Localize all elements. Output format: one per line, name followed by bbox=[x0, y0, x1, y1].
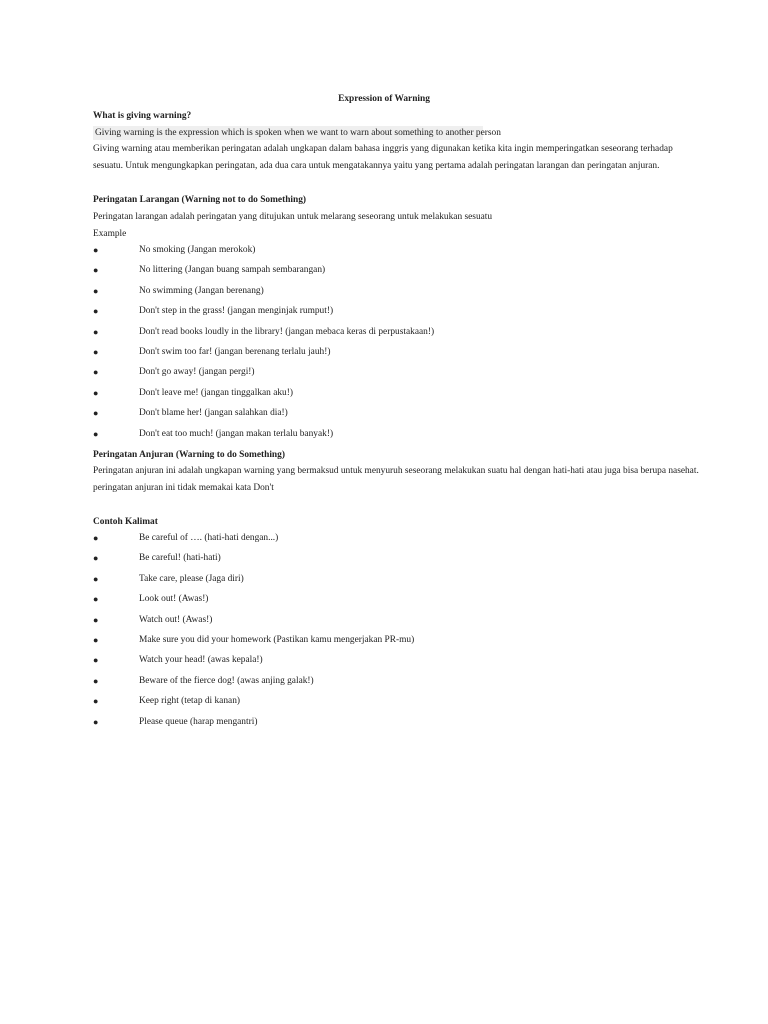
bullet-icon: ● bbox=[93, 428, 99, 439]
list-item-text: Don't leave me! (jangan tinggalkan aku!) bbox=[139, 387, 293, 398]
section-anjuran-heading: Peringatan Anjuran (Warning to do Something) bbox=[93, 450, 285, 460]
list-item-text: Take care, please (Jaga diri) bbox=[139, 573, 244, 584]
example-label: Example bbox=[93, 229, 127, 239]
bullet-icon: ● bbox=[93, 635, 99, 645]
list-item-text: Watch out! (Awas!) bbox=[139, 614, 213, 625]
list-item-text: Be careful of …. (hati-hati dengan...) bbox=[139, 533, 279, 543]
list-item-text: Beware of the fierce dog! (awas anjing galak!) bbox=[139, 675, 314, 686]
bullet-icon: ● bbox=[93, 594, 99, 605]
list-item-text: Please queue (harap mengantri) bbox=[139, 716, 258, 727]
list-item-text: Don't swim too far! (jangan berenang terlalu jauh!) bbox=[139, 347, 331, 357]
bullet-icon: ● bbox=[93, 573, 99, 584]
intro-paragraph-line-1: Giving warning atau memberikan peringatan adalah ungkapan dalam bahasa inggris yang digunakan ketika kita ingin memperingatkan seseorang terhadap bbox=[93, 144, 673, 154]
bullet-icon: ● bbox=[93, 675, 99, 686]
bullet-icon: ● bbox=[93, 614, 99, 625]
list-item-text: Don't blame her! (jangan salahkan dia!) bbox=[139, 408, 288, 419]
list-item-text: Look out! (Awas!) bbox=[139, 594, 209, 605]
list-item-text: Don't read books loudly in the library! (jangan mebaca keras di perpustakaan!) bbox=[139, 326, 435, 337]
section-anjuran-description-line-1: Peringatan anjuran ini adalah ungkapan warning yang bermaksud untuk menyuruh seseorang melakukan suatu hal dengan hati-hati atau juga bisa berupa nasehat. bbox=[93, 466, 699, 476]
document-title: Expression of Warning bbox=[338, 94, 430, 104]
list-item-text: Don't go away! (jangan pergi!) bbox=[139, 367, 255, 378]
question-heading: What is giving warning? bbox=[93, 111, 192, 121]
list-item-text: Don't step in the grass! (jangan menginjak rumput!) bbox=[139, 306, 334, 317]
list-item-text: Watch your head! (awas kepala!) bbox=[139, 655, 263, 666]
list-item-text: No smoking (Jangan merokok) bbox=[139, 245, 256, 255]
bullet-icon: ● bbox=[93, 265, 99, 276]
list-item-text: Be careful! (hati-hati) bbox=[139, 553, 221, 564]
bullet-icon: ● bbox=[93, 533, 99, 543]
intro-paragraph-line-2: sesuatu. Untuk mengungkapkan peringatan, ada dua cara untuk mengatakannya yaitu yang pertama adalah peringatan larangan dan peringatan anjuran. bbox=[93, 161, 660, 171]
list-item-text: No littering (Jangan buang sampah sembarangan) bbox=[139, 265, 326, 276]
bullet-icon: ● bbox=[93, 408, 99, 419]
bullet-icon: ● bbox=[93, 285, 99, 296]
list-item-text: Don't eat too much! (jangan makan terlalu banyak!) bbox=[139, 428, 334, 439]
list-item-text: No swimming (Jangan berenang) bbox=[139, 285, 264, 296]
bullet-icon: ● bbox=[93, 553, 99, 564]
bullet-icon: ● bbox=[93, 696, 99, 707]
bullet-icon: ● bbox=[93, 367, 99, 378]
bullet-icon: ● bbox=[93, 347, 99, 357]
contoh-kalimat-heading: Contoh Kalimat bbox=[93, 517, 158, 527]
bullet-icon: ● bbox=[93, 306, 99, 317]
bullet-icon: ● bbox=[93, 245, 99, 255]
bullet-icon: ● bbox=[93, 326, 99, 337]
list-item-text: Keep right (tetap di kanan) bbox=[139, 696, 241, 707]
bullet-icon: ● bbox=[93, 716, 99, 727]
highlighted-definition: Giving warning is the expression which is spoken when we want to warn about something to another person bbox=[95, 128, 501, 138]
bullet-icon: ● bbox=[93, 655, 99, 666]
list-item-text: Make sure you did your homework (Pastikan kamu mengerjakan PR-mu) bbox=[139, 635, 415, 645]
section-larangan-description: Peringatan larangan adalah peringatan yang ditujukan untuk melarang seseorang untuk melakukan sesuatu bbox=[93, 212, 493, 222]
section-anjuran-description-line-2: peringatan anjuran ini tidak memakai kata Don't bbox=[93, 483, 274, 493]
bullet-icon: ● bbox=[93, 387, 99, 398]
section-larangan-heading: Peringatan Larangan (Warning not to do Something) bbox=[93, 195, 307, 205]
